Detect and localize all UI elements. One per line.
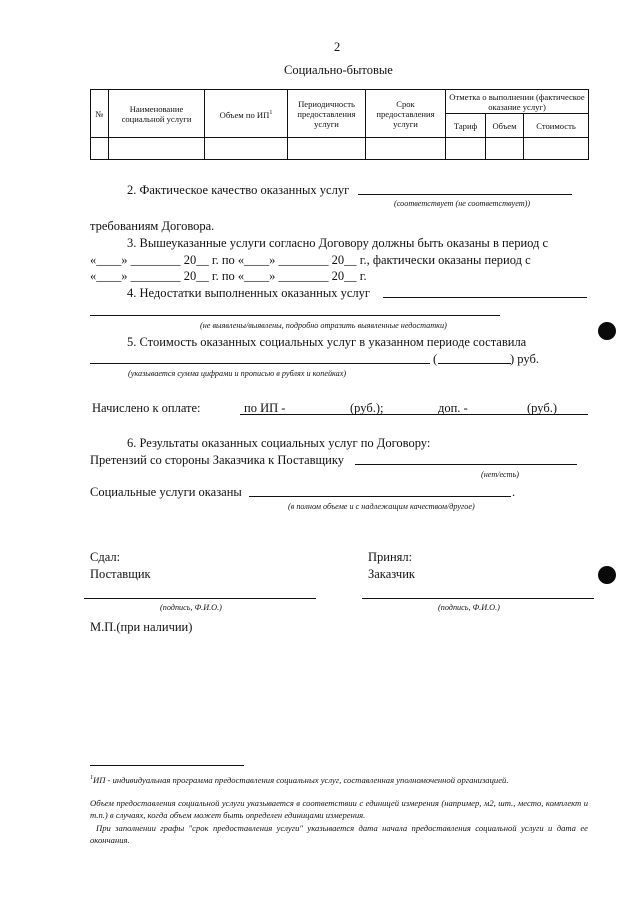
- table-cell[interactable]: [288, 138, 366, 160]
- item-3-line-3: «____» ________ 20__ г. по «____» ________ 20__ г.: [90, 269, 367, 283]
- charge-field-line[interactable]: [240, 414, 588, 415]
- charge-dop-rub: (руб.): [527, 401, 557, 415]
- col-cost-header: Стоимость: [524, 114, 589, 138]
- col-amount-header: Объем: [486, 114, 524, 138]
- cost-paren-open: (: [433, 352, 438, 366]
- defects-field-line-2[interactable]: [90, 315, 500, 316]
- supplier-signature-line[interactable]: [84, 598, 316, 599]
- cost-hint: (указывается сумма цифрами и прописью в рублях и копейках): [128, 369, 347, 378]
- defects-field-line-1[interactable]: [383, 297, 587, 298]
- charge-ip-rub: (руб.);: [350, 401, 384, 415]
- item-6-results: 6. Результаты оказанных социальных услуг по Договору:: [127, 436, 431, 450]
- item-2-continuation: требованиям Договора.: [90, 219, 215, 233]
- footnote-3: При заполнении графы "срок предоставления услуги" указывается дата начала предоставления социальной услуги и дата ее окончания.: [90, 823, 588, 845]
- services-provided-line[interactable]: [249, 496, 511, 497]
- table-cell[interactable]: [446, 138, 486, 160]
- claims-field-line[interactable]: [355, 464, 577, 465]
- accepted-label: Принял:: [368, 550, 413, 564]
- item-3-line-1: 3. Вышеуказанные услуги согласно Договору должны быть оказаны в период с: [127, 236, 549, 250]
- handed-label: Сдал:: [90, 550, 121, 564]
- col-volume-header: [205, 90, 288, 138]
- services-provided-dot: .: [512, 485, 516, 499]
- services-table: [90, 89, 589, 160]
- col-volume-label: Объем по ИП: [219, 109, 270, 120]
- cost-numeric-line[interactable]: [438, 363, 511, 364]
- customer-label: Заказчик: [368, 567, 415, 581]
- table-cell[interactable]: [524, 138, 589, 160]
- footnote-1: [90, 772, 588, 786]
- binder-hole-top: [598, 322, 616, 340]
- quality-hint: (соответствует (не соответствует)): [394, 199, 531, 208]
- footnote-separator: [90, 765, 244, 766]
- services-provided-hint: (в полном объеме и с надлежащим качеством/другое): [288, 502, 475, 511]
- page-number: 2: [334, 40, 341, 54]
- supplier-signature-hint: (подпись, Ф.И.О.): [160, 603, 222, 612]
- stamp-label: М.П.(при наличии): [90, 620, 193, 634]
- footnote-2: Объем предоставления социальной услуги указывается в соответствии с единицей измерения (например, м2, шт., место, комплект и т.п.) в случаях, когда объем может быть определен единицами измерения.: [90, 798, 588, 820]
- defects-hint: (не выявлены/выявлены, подробно отразить выявленные недостатки): [200, 321, 447, 330]
- section-title: Социально-бытовые: [284, 63, 393, 77]
- charge-dop-label: доп. -: [438, 401, 468, 415]
- table-cell[interactable]: [91, 138, 109, 160]
- charge-ip-label: по ИП -: [244, 401, 286, 415]
- item-2-quality: 2. Фактическое качество оказанных услуг: [127, 183, 350, 197]
- table-row: [91, 138, 589, 160]
- table-cell[interactable]: [486, 138, 524, 160]
- item-5-cost: 5. Стоимость оказанных социальных услуг в указанном периоде составила: [127, 335, 527, 349]
- cost-field-line[interactable]: [90, 363, 430, 364]
- col-tariff-header: Тариф: [446, 114, 486, 138]
- charge-label: Начислено к оплате:: [92, 401, 201, 415]
- footnote-1-text: ИП - индивидуальная программа предоставления социальных услуг, составленная уполномоченной организацией.: [93, 774, 509, 785]
- supplier-label: Поставщик: [90, 567, 151, 581]
- col-service-name-header: Наименование социальной услуги: [109, 90, 205, 138]
- quality-field-line[interactable]: [358, 194, 572, 195]
- customer-signature-hint: (подпись, Ф.И.О.): [438, 603, 500, 612]
- services-provided-label: Социальные услуги оказаны: [90, 485, 242, 499]
- footnote-mark: 1: [269, 109, 273, 116]
- customer-signature-line[interactable]: [362, 598, 594, 599]
- footnote-1-mark: 1: [90, 775, 93, 781]
- item-3-line-2: «____» ________ 20__ г. по «____» ________ 20__ г., фактически оказаны период с: [90, 253, 531, 267]
- col-periodicity-header: Периодичность предоставления услуги: [288, 90, 366, 138]
- cost-paren-close: ) руб.: [510, 352, 539, 366]
- binder-hole-bottom: [598, 566, 616, 584]
- table-cell[interactable]: [366, 138, 446, 160]
- table-cell[interactable]: [109, 138, 205, 160]
- claims-label: Претензий со стороны Заказчика к Поставщику: [90, 453, 345, 467]
- col-term-header: Срок предоставления услуги: [366, 90, 446, 138]
- table-cell[interactable]: [205, 138, 288, 160]
- col-number-header: №: [91, 90, 109, 138]
- item-4-defects: 4. Недостатки выполненных оказанных услуг: [127, 286, 371, 300]
- claims-hint: (нет/есть): [481, 470, 520, 479]
- col-completion-mark-header: Отметка о выполнении (фактическое оказание услуг): [446, 90, 589, 114]
